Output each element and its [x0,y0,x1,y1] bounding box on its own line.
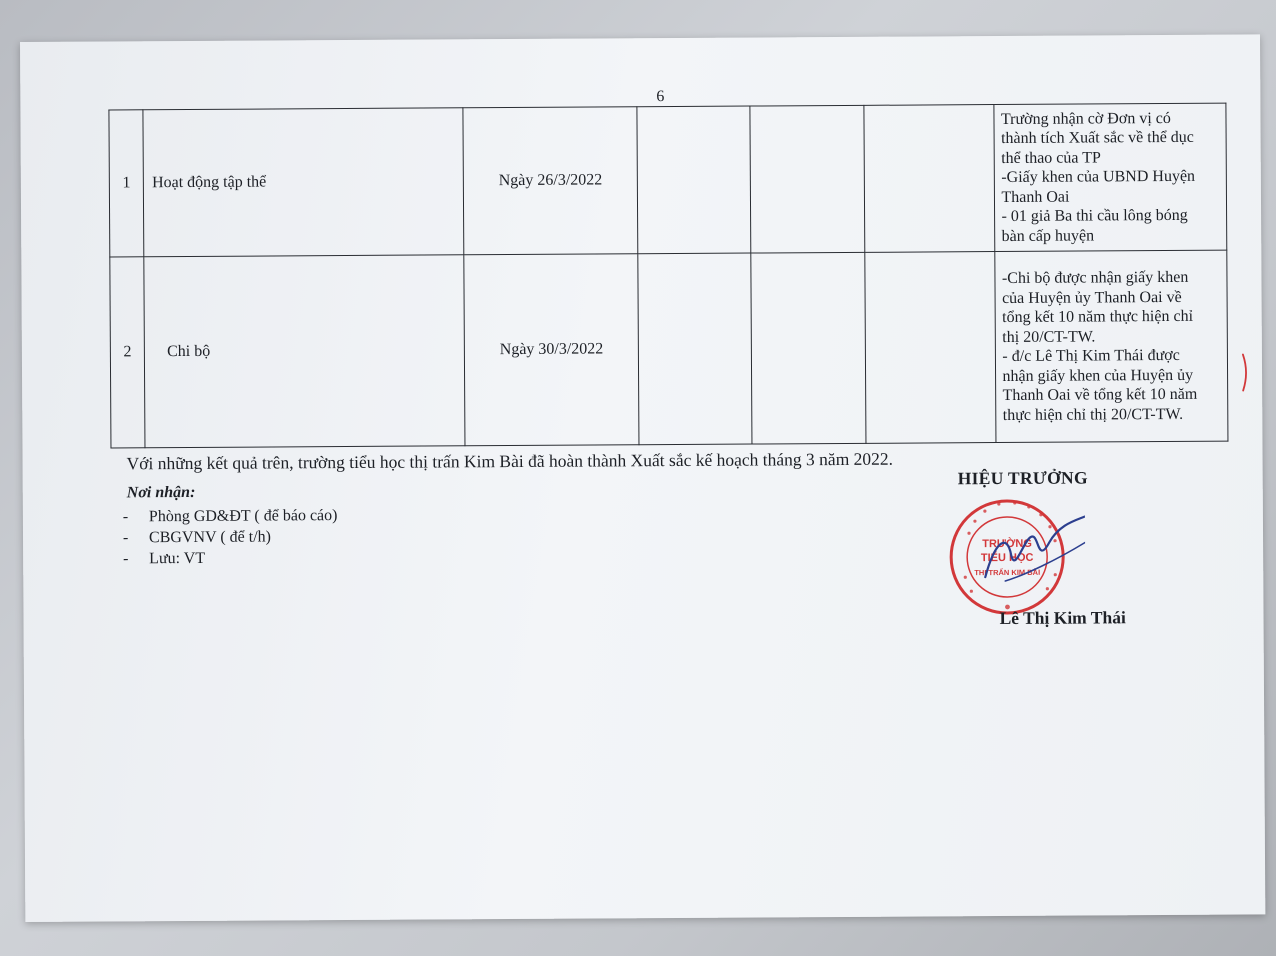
page-number: 6 [656,88,665,106]
note-line: -Chi bộ được nhận giấy khen [1001,268,1189,288]
svg-text:TRƯỜNG: TRƯỜNG [982,537,1032,551]
empty-cell [750,105,864,253]
conclusion-text: Với những kết quả trên, trường tiểu học thị trấn Kim Bài đã hoàn thành Xuất sắc kế hoạch tháng 3 năm 2022. [126,448,894,474]
note-line: - đ/c Lê Thị Kim Thái được [1002,346,1180,366]
list-item: - Phòng GD&ĐT ( để báo cáo) [122,507,338,526]
note-line: thực hiện chỉ thị 20/CT-TW. [1002,405,1184,424]
note-line: thị 20/CT-TW. [1002,327,1096,346]
empty-cell [638,253,753,445]
svg-text:THỊ TRẤN KIM BÀI: THỊ TRẤN KIM BÀI [974,567,1041,578]
row-number: 1 [109,110,144,257]
empty-cell [864,252,996,444]
note-line: của Huyện ủy Thanh Oai về [1001,288,1182,307]
official-seal-icon [945,481,1086,622]
row-number: 2 [110,257,145,448]
svg-text:TIỂU HỌC: TIỂU HỌC [980,551,1034,565]
note-line: Thanh Oai [1001,188,1070,206]
note-line: tổng kết 10 năm thực hiện chỉ [1002,307,1194,327]
activity-name: Chi bộ [144,255,465,448]
activity-name: Hoạt động tập thể [143,108,464,257]
recipient-label: CBGVNV ( để t/h) [148,528,272,547]
note-line: thành tích Xuất sắc về thể dục [1001,129,1194,148]
note-line: nhận giấy khen của Huyện ủy [1002,366,1194,385]
signer-title: HIỆU TRƯỞNG [957,467,1088,489]
activity-date: Ngày 30/3/2022 [464,254,639,446]
note-line: -Giấy khen của UBND Huyện [1001,168,1196,187]
activity-date: Ngày 26/3/2022 [463,107,637,255]
recipients-list [123,505,338,569]
recipient-label: Lưu: VT [149,549,206,568]
empty-cell [751,252,866,444]
table-row [110,250,1228,448]
list-item: - Lưu: VT [123,549,206,568]
document-page [20,34,1265,922]
achievements-table [108,103,1228,449]
achievement-notes [995,250,1228,442]
note-line: bàn cấp huyện [1001,227,1095,245]
note-line: thể thao của TP [1001,149,1101,167]
list-item: - CBGVNV ( để t/h) [122,528,272,547]
empty-cell [864,105,996,253]
table-row [109,103,1227,257]
empty-cell [637,106,751,254]
signer-name: Lê Thị Kim Thái [999,607,1126,629]
red-pen-mark-icon [1240,352,1250,392]
note-line: Trường nhận cờ Đơn vị có [1000,109,1171,128]
recipient-label: Phòng GD&ĐT ( để báo cáo) [148,507,338,526]
note-line: Thanh Oai về tổng kết 10 năm [1002,385,1198,405]
recipients-title: Nơi nhận: [126,483,196,502]
achievement-notes [994,103,1226,251]
note-line: - 01 giả Ba thi cầu lông bóng [1001,207,1188,226]
